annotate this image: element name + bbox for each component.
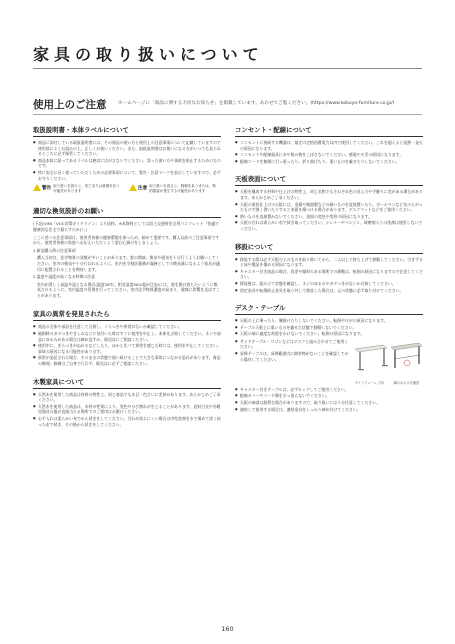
- ventilation-intro: ここに述べる注意事項は、使用者皆様の健康環境を保つため、極めて重要です。購入以前のご注意事項ですから、使用者皆様の家庭へお伝えいただくよう望む心掛けをしましょう。: [33, 234, 220, 246]
- list-item: ● コンセントに接続する機器は、規定の定格消費電力以内で使用してください。これを超えると発熱・発火の原因になります。: [235, 140, 423, 151]
- desk-image: [353, 339, 423, 381]
- list-item: ● キャスター付き商品の場合、段差や傾斜のある場所での移動は、転倒の原因になりますので注意してください。: [235, 269, 423, 280]
- ventilation-sub1-title: 1.新品購入時の注意事項: [33, 247, 76, 253]
- list-item: ● 移設する際は必ず天板の上のものを取り除いてから、二人以上で持ち上げて移動してください。引きずると床や製品を傷める原因になります。: [235, 257, 423, 268]
- page-title: 家具の取り扱いについて: [33, 45, 264, 64]
- ventilation-sub2-title: 2.温度や湿度が高くなる時期の注意: [33, 274, 96, 280]
- top-surface-heading: 天板表面について: [235, 174, 423, 186]
- desk-illustration: [353, 339, 423, 385]
- warning-box: [33, 184, 123, 193]
- list-item: ● 昇降テーブルは、昇降範囲内に障害物がないことを確認してから操作してください。: [235, 351, 349, 362]
- list-item: ● 熱いものを直接置かないでください。表面の変色や変形の原因になります。: [235, 214, 423, 220]
- caution-box: [129, 184, 219, 193]
- section-divider: [33, 114, 422, 115]
- list-item: ● 特に安全に長く使っていただくための必要事項について、警告・注意マークを表示していますので、必ずお守りください。: [33, 170, 221, 181]
- page-number: 160: [221, 625, 234, 633]
- desk-caption-2: 脚のゆるみを確認: [393, 380, 420, 385]
- list-item: ● 異常が発見された場合、そのままの状態で使い続けることで大きな事故につながる恐れがあります。商品の修理、修繕はご自身で行わず、販売店に必ずご相談ください。: [33, 355, 221, 366]
- list-item: ● 商品の全体や部品を注意して点検し、ぐらつきや異常がないか確認してください。: [33, 324, 221, 330]
- caution-label: 注意: [138, 185, 148, 191]
- list-item: ● キャスター付きテーブルは、必ずロックしてご使用ください。: [235, 387, 423, 393]
- list-item: ● 使用中に、ぎらつきがぬれるなどしたり、ほかと比べて異常を感じた時には、使用を中止してください。事故の原因になる可能性があります。: [33, 343, 221, 354]
- ventilation-heading: 適切な換気設計のお願い: [33, 206, 221, 218]
- list-item: ● コンセントや配線器具に水や飲み物をこぼさないでください。感電や火災の原因になります。: [235, 152, 423, 158]
- manual-heading: 取扱説明書・本体ラベルについて: [33, 125, 221, 137]
- top-surface-list: [235, 189, 423, 231]
- list-item: ● 移設後は、組み立て状態を確認し、ネジのゆるみやガタつきがないか点検してください。: [235, 281, 423, 287]
- list-item: ● 天然木を使用した商品は材料の特性上、同じ商品でも木目・色合いに差異があります。あらかじめご了承ください。: [33, 392, 221, 403]
- relocation-list: [235, 257, 423, 294]
- list-item: ● 固定金具や転倒防止金具を取り外して移設した場合は、元の状態に必ず取り付けてください。: [235, 288, 423, 294]
- list-item: ● 天板の汚れは柔らかい布で拭き取ってください。シンナーやベンジン、研磨剤入りの洗剤は使用しないでください。: [235, 220, 423, 231]
- desk-caption-1: サイドフレーム 方向: [354, 380, 385, 385]
- desk-list-extra: [235, 339, 349, 385]
- abnormality-heading: 家具の異常を発見されたら: [33, 309, 221, 321]
- desk-list-2: [235, 387, 423, 412]
- wood-heading: 木製家具について: [33, 377, 221, 389]
- outlet-heading: コンセント・配線について: [235, 125, 423, 137]
- desk-heading: デスク・テーブル: [235, 303, 423, 315]
- warning-label: 警告: [42, 185, 52, 191]
- wood-list: [33, 392, 221, 428]
- abnormality-list: [33, 324, 221, 366]
- desk-figure-row: [235, 339, 423, 385]
- relocation-heading: 移設について: [235, 242, 423, 254]
- list-item: ● サイドテーブル・ワゴンなどはデスクと組み合わせてご使用ください。: [235, 339, 349, 350]
- list-item: ● テーブル天板上に重いものを載せた状態で移動しないでください。: [235, 325, 423, 331]
- list-item: ● 配線コードを無理に引っ張ったり、折り曲げたり、重いものを載せたりしないでください。: [235, 159, 423, 165]
- list-item: ● 商品に添付している取扱説明書には、その商品の使い方と使用上の注意事項について記載していますので使用前によくお読みの上、正しくお使いください。また、取扱説明書はお使いになる方がいつでも見られるところに必ず保管してください。: [33, 140, 221, 157]
- ventilation-sub1-text: 購入当初は、化学物質の発散が多いことがあります。窓の開放、換気や通気を十分行うようお願いしてください。室内の換気や十分行われるように、室内を学校医薬備が義務としての換気量になるよう家具が適切に配置されることを期待します。: [37, 255, 220, 272]
- list-item: ● 天板を構成する材料や仕上げの特性上、同じ名称でもそれぞれ色の見え方や手触りに差がある場合があります。あらかじめご了承ください。: [235, 189, 423, 200]
- list-item: ● 配線カバーやコード類を引っ張らないでください。: [235, 393, 423, 399]
- warning-triangle-icon: [33, 184, 41, 191]
- caution-triangle-icon: [129, 184, 137, 191]
- right-column: [235, 125, 423, 413]
- list-item: ● 破損時のガタつきやきしみなどに気付いた時はすぐに使用を中止し、本体を点検してください。ネジや部品にゆるみがある場合は締め直すか、販売店にご相談ください。: [33, 331, 221, 342]
- ventilation-source: (下記JOIFA「VOC対策ガイドライン」より抜粋。※本資料としては国土交通省住宅用パンフレット「快適で健康的な住宅で暮らすために」): [33, 221, 220, 232]
- left-column: [33, 125, 221, 428]
- manual-list: [33, 140, 221, 181]
- desk-list: [235, 318, 423, 337]
- list-item: ● 連結して使用する場合は、連結金具をしっかり締め付けてください。: [235, 407, 423, 413]
- list-item: ● 商品本体に貼ってあるラベルは絶対にはがさないでください。誤った使い方や事故を防止するためのものです。: [33, 158, 221, 169]
- list-item: ● 天然木を使用した商品は、木材の性質により、変色やひび割れが生じることがあります。直射日光や冷暖房器具の風が直接当たる場所でのご使用はお避けください。: [33, 404, 221, 415]
- list-item: ● お手入れは柔らかい布でから拭きをしてください。汚れが落ちにくい場合は中性洗剤を水で薄めて固く絞った布で拭き、その後から拭きをしてください。: [33, 416, 221, 427]
- list-item: ● 天板の端に過度な荷重をかけないでください。転倒の原因になります。: [235, 331, 423, 337]
- section-heading: 使用上のご注意: [33, 99, 107, 111]
- warning-text: 取り扱いを誤ると、死亡または重傷を負う可能性があります: [53, 184, 120, 193]
- list-item: ● 天板の塗装仕上げの天板には、金属や陶器製などの硬いものを直接置いたり、ボールペンなど先のとがったもので強く書いたりすると表面を傷つける場合があります。デスクマットなどをご使用ください。: [235, 202, 423, 213]
- caution-text: 取り扱いを誤ると、軽傷を負うまたは、物的損害が発生する可能性があります: [149, 184, 216, 193]
- list-item: ● 天板の端部は鋭利な場合がありますので、取り扱いには十分注意してください。: [235, 400, 423, 406]
- outlet-list: [235, 140, 423, 164]
- list-item: ● 天板の上に乗ったり、腰掛けたりしないでください。転倒やけがの原因になります。: [235, 318, 423, 324]
- title-divider: [33, 68, 422, 69]
- ventilation-sub2-text: 室内が著しく高温多湿となる場合(温度28℃、相対湿度50%超が目安)には、窓を開け放ちたいように換気されるように、室内温度の管理を行ってください。室内化学物質濃度が高まり、健康に影響を及ぼすことがあります。: [37, 281, 220, 298]
- section-note: ホームページに「商品に関する大切なお知らせ」を掲載しています。あわせてご覧ください。(https://www.kokuyo-furniture.co.jp/): [118, 101, 395, 106]
- warning-legend: [33, 184, 221, 193]
